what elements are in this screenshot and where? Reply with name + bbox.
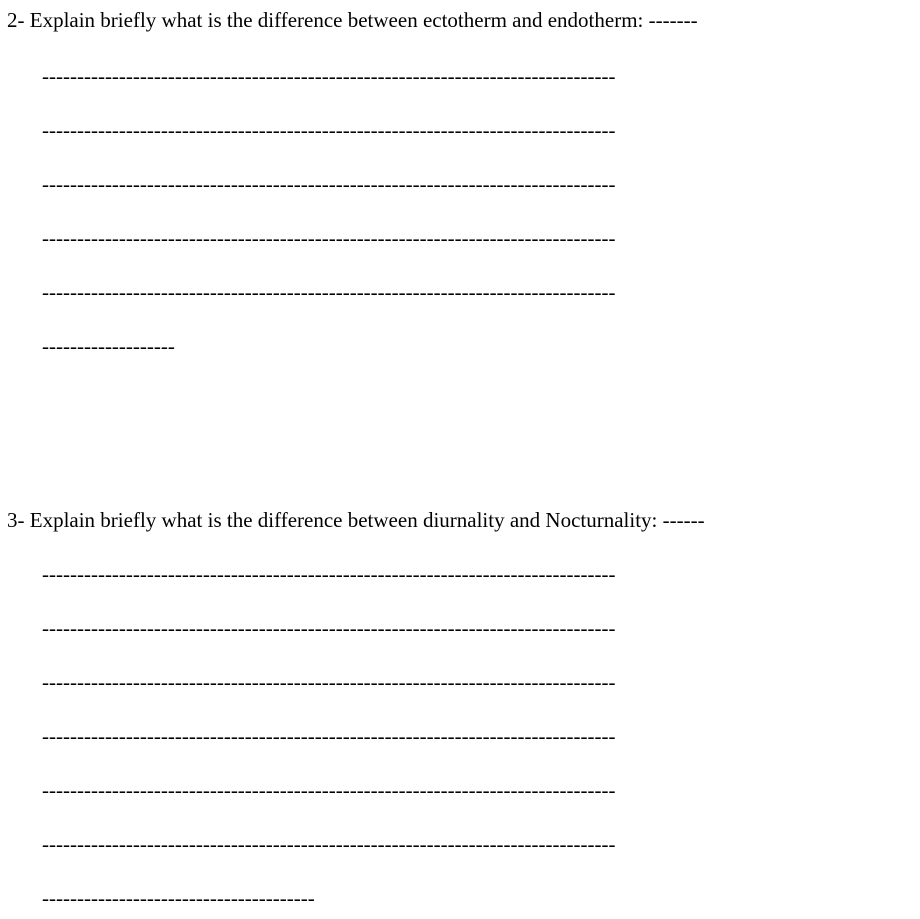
q2-answer-line-4[interactable]: ---------------------------------------------------------------------------------- <box>42 226 616 250</box>
q2-answer-line-6[interactable]: ------------------- <box>42 334 175 358</box>
q2-answer-line-1[interactable]: ---------------------------------------------------------------------------------- <box>42 64 616 88</box>
q2-answer-line-5[interactable]: ---------------------------------------------------------------------------------- <box>42 280 616 304</box>
question-2 <box>7 10 698 31</box>
q3-answer-line-1[interactable]: ---------------------------------------------------------------------------------- <box>42 562 616 586</box>
q3-answer-line-4[interactable]: ---------------------------------------------------------------------------------- <box>42 724 616 748</box>
q3-answer-line-5[interactable]: ---------------------------------------------------------------------------------- <box>42 778 616 802</box>
question-3-prompt: 3- Explain briefly what is the difference between diurnality and Nocturnality: <box>7 508 663 532</box>
question-3 <box>7 510 705 531</box>
q3-answer-line-2[interactable]: ---------------------------------------------------------------------------------- <box>42 616 616 640</box>
q3-answer-line-3[interactable]: ---------------------------------------------------------------------------------- <box>42 670 616 694</box>
q3-answer-line-6[interactable]: ---------------------------------------------------------------------------------- <box>42 832 616 856</box>
q3-answer-line-7[interactable]: --------------------------------------- <box>42 886 315 910</box>
question-3-trailing-dashes: ------ <box>662 508 705 532</box>
q2-answer-line-3[interactable]: ---------------------------------------------------------------------------------- <box>42 172 616 196</box>
q2-answer-line-2[interactable]: ---------------------------------------------------------------------------------- <box>42 118 616 142</box>
question-2-prompt: 2- Explain briefly what is the difference between ectotherm and endotherm: <box>7 8 649 32</box>
question-2-trailing-dashes: ------- <box>648 8 698 32</box>
